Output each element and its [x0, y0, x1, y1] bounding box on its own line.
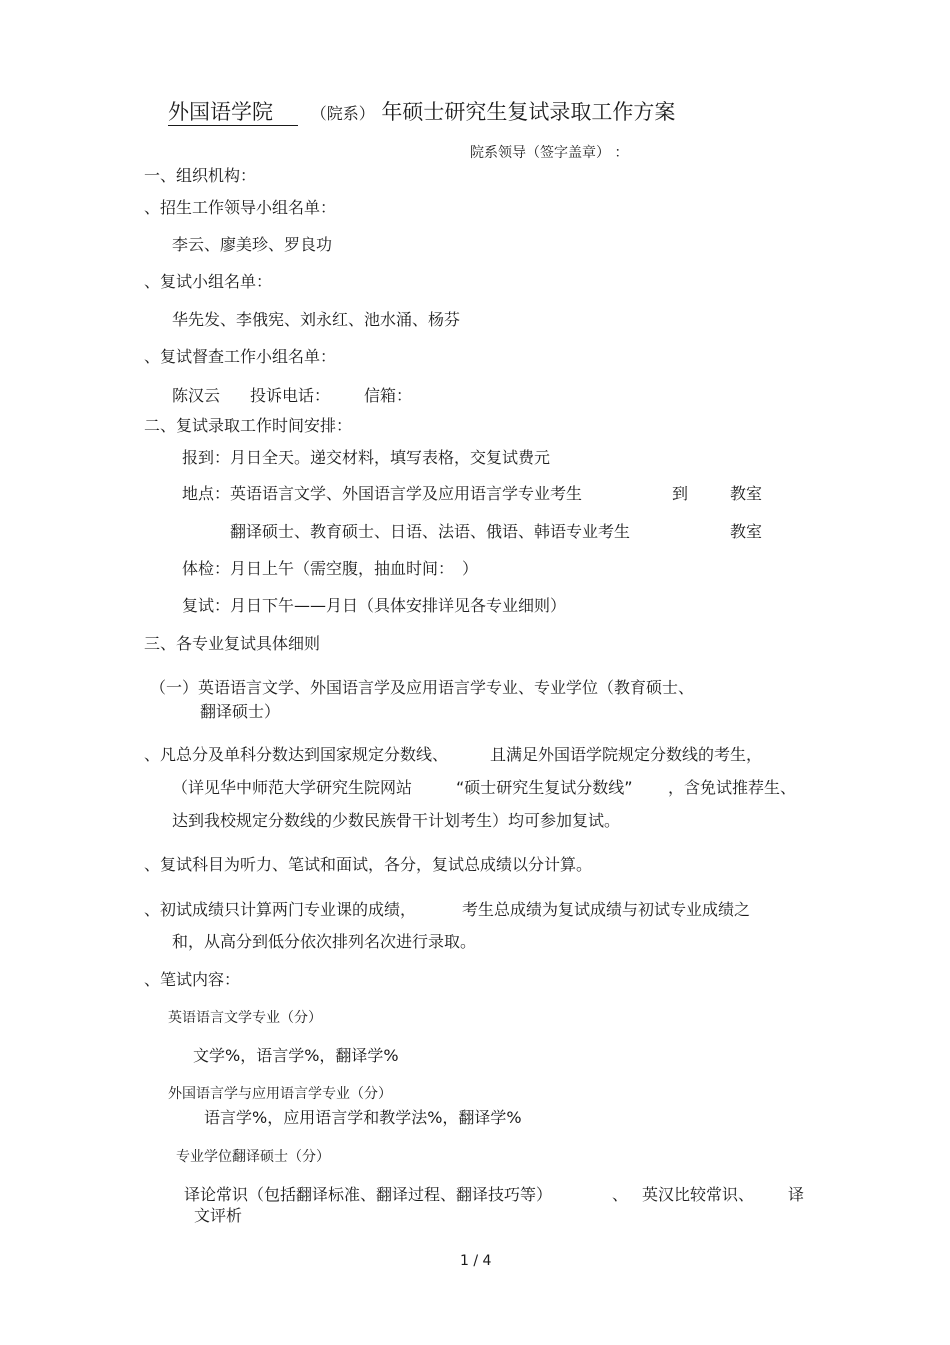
- paragraph-1-line-3: 达到我校规定分数线的少数民族骨干计划考生）均可参加复试。: [172, 811, 621, 830]
- paragraph-2: 、复试科目为听力、笔试和面试，各分，复试总成绩以分计算。: [144, 855, 593, 874]
- paragraph-1-line-2b: “硕士研究生复试分数线”: [456, 778, 633, 797]
- paragraph-1-line-1b: 且满足外国语学院规定分数线的考生，: [490, 745, 763, 764]
- paragraph-3-line-2: 和，从高分到低分依次排列名次进行录取。: [172, 932, 477, 951]
- retest-group-names: 华先发、李俄宪、刘永红、池水涌、杨芬: [172, 310, 461, 329]
- major-3-heading: 专业学位翻译硕士（分）: [176, 1149, 330, 1165]
- page-title: [168, 102, 675, 126]
- retest-time-line: 复试：月日下午——月日（具体安排详见各专业细则）: [182, 596, 567, 615]
- place-line-2-room: 教室: [730, 522, 763, 541]
- major-1-heading: 英语语言文学专业（分）: [168, 1010, 322, 1026]
- paragraph-1-line-1a: 、凡总分及单科分数达到国家规定分数线、: [144, 745, 449, 764]
- register-line: 报到：月日全天。递交材料，填写表格，交复试费元: [182, 448, 551, 467]
- leader-group-label: 、招生工作领导小组名单：: [144, 198, 337, 217]
- section-3-heading: 三、各专业复试具体细则: [144, 634, 321, 653]
- place-line-1: 地点：英语语言文学、外国语言学及应用语言学专业考生: [182, 484, 583, 503]
- supervision-group-label: 、复试督查工作小组名单：: [144, 347, 337, 366]
- place-line-1-to: 到: [672, 484, 689, 503]
- paragraph-1-line-2c: ，含免试推荐生、: [668, 778, 797, 797]
- paragraph-1-line-2a: （详见华中师范大学研究生院网站: [172, 778, 413, 797]
- place-line-1-room: 教室: [730, 484, 763, 503]
- school-name: 外国语学院: [168, 102, 298, 126]
- signature-line: 院系领导（签字盖章） ：: [470, 145, 629, 161]
- major-3-body-line-1d: 译: [788, 1185, 805, 1204]
- major-2-body: 语言学%，应用语言学和教学法%，翻译学%: [204, 1108, 522, 1127]
- major-3-body-line-1b: 、: [612, 1185, 629, 1204]
- leader-group-names: 李云、廖美珍、罗良功: [172, 235, 333, 254]
- paragraph-3-line-1a: 、初试成绩只计算两门专业课的成绩，: [144, 900, 417, 919]
- major-1-body: 文学%，语言学%，翻译学%: [193, 1046, 399, 1065]
- paragraph-4: 、笔试内容：: [144, 970, 241, 989]
- page-number: 1 / 4: [460, 1253, 492, 1269]
- place-line-2: 翻译硕士、教育硕士、日语、法语、俄语、韩语专业考生: [230, 522, 631, 541]
- medical-exam-line: 体检：月日上午（需空腹，抽血时间： ）: [182, 559, 479, 578]
- subsection-1-line-2: 翻译硕士）: [200, 702, 281, 721]
- paragraph-3-line-1b: 考生总成绩为复试成绩与初试专业成绩之: [462, 900, 751, 919]
- complaint-mail: 信箱：: [364, 386, 413, 405]
- supervision-name: 陈汉云: [172, 386, 221, 405]
- major-3-body-line-1a: 译论常识（包括翻译标准、翻译过程、翻译技巧等）: [184, 1185, 553, 1204]
- section-2-heading: 二、复试录取工作时间安排：: [144, 416, 353, 435]
- title-main-text: 年硕士研究生复试录取工作方案: [381, 100, 676, 124]
- dept-tag: （院系）: [310, 104, 375, 123]
- major-3-body-line-1c: 英汉比较常识、: [642, 1185, 755, 1204]
- complaint-phone: 投诉电话：: [250, 386, 331, 405]
- subsection-1-line-1: （一）英语语言文学、外国语言学及应用语言学专业、专业学位（教育硕士、: [150, 678, 695, 697]
- major-2-heading: 外国语言学与应用语言学专业（分）: [168, 1086, 392, 1102]
- retest-group-label: 、复试小组名单：: [144, 272, 273, 291]
- section-1-heading: 一、组织机构：: [144, 166, 257, 185]
- major-3-body-line-2: 文评析: [194, 1206, 243, 1225]
